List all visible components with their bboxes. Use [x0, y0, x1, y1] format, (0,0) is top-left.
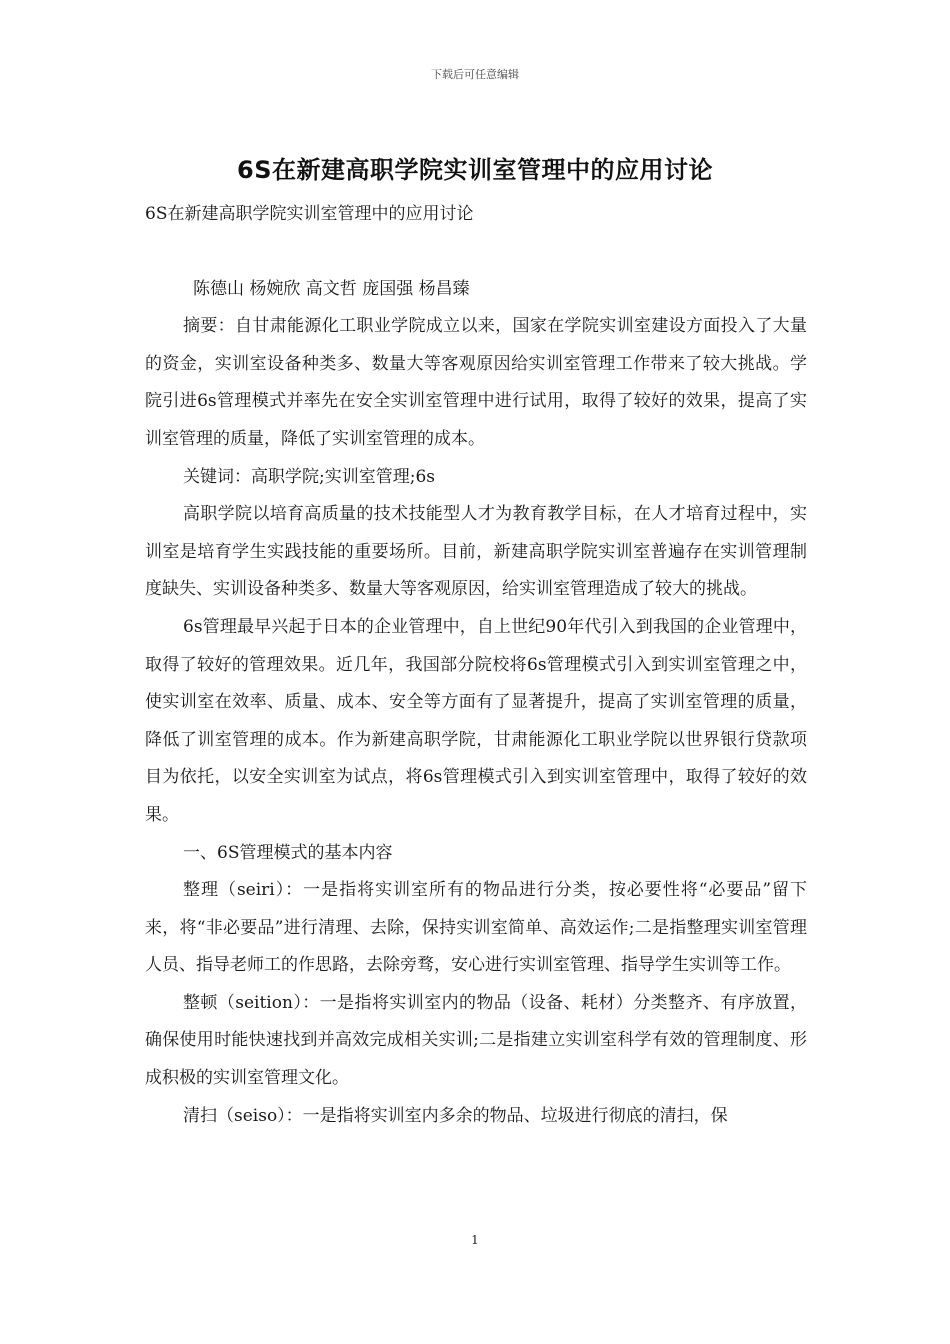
body-paragraph: 整理（seiri）：一是指将实训室所有的物品进行分类，按必要性将“必要品”留下来，将“非必要品”进行清理、去除，保持实训室简单、高效运作;二是指整理实训室管理人员、指导老师工的作思路，去除旁骛，安心进行实训室管理、指导学生实训等工作。	[145, 880, 807, 976]
abstract-paragraph: 摘要：自甘肃能源化工职业学院成立以来，国家在学院实训室建设方面投入了大量的资金，实训室设备种类多、数量大等客观原因给实训室管理工作带来了较大挑战。学院引进6s管理模式并率先在安全实训室管理中进行试用，取得了较好的效果，提高了实训室管理的质量，降低了实训室管理的成本。	[145, 316, 807, 449]
keywords-paragraph: 关键词：高职学院;实训室管理;6s	[183, 466, 435, 487]
document-body	[145, 196, 807, 1135]
document-title: 6S在新建高职学院实训室管理中的应用讨论	[237, 156, 713, 184]
body-paragraph: 6s管理最早兴起于日本的企业管理中，自上世纪90年代引入到我国的企业管理中，取得了较好的管理效果。近几年，我国部分院校将6s管理模式引入到实训室管理之中，使实训室在效率、质量、成本、安全等方面有了显著提升，提高了实训室管理的质量，降低了训室管理的成本。作为新建高职学院，甘肃能源化工职业学院以世界银行贷款项目为依托，以安全实训室为试点，将6s管理模式引入到实训室管理中，取得了较好的效果。	[145, 616, 807, 825]
header-note: 下载后可任意编辑	[431, 68, 519, 81]
page-number: 1	[471, 1233, 479, 1247]
body-paragraph: 整顿（seition）：一是指将实训室内的物品（设备、耗材）分类整齐、有序放置，确保使用时能快速找到并高效完成相关实训;二是指建立实训室科学有效的管理制度、形成积极的实训室管理文化。	[145, 992, 807, 1089]
body-paragraph: 清扫（seiso）：一是指将实训室内多余的物品、垃圾进行彻底的清扫，保	[183, 1105, 728, 1126]
author-list: 陈德山 杨婉欣 高文哲 庞国强 杨昌臻	[193, 278, 470, 299]
section-heading: 一、6S管理模式的基本内容	[183, 842, 393, 863]
document-subtitle: 6S在新建高职学院实训室管理中的应用讨论	[145, 204, 474, 224]
body-paragraph: 高职学院以培育高质量的技术技能型人才为教育教学目标，在人才培育过程中，实训室是培育学生实践技能的重要场所。目前，新建高职学院实训室普遍存在实训管理制度缺失、实训设备种类多、数量大等客观原因，给实训室管理造成了较大的挑战。	[145, 504, 807, 600]
